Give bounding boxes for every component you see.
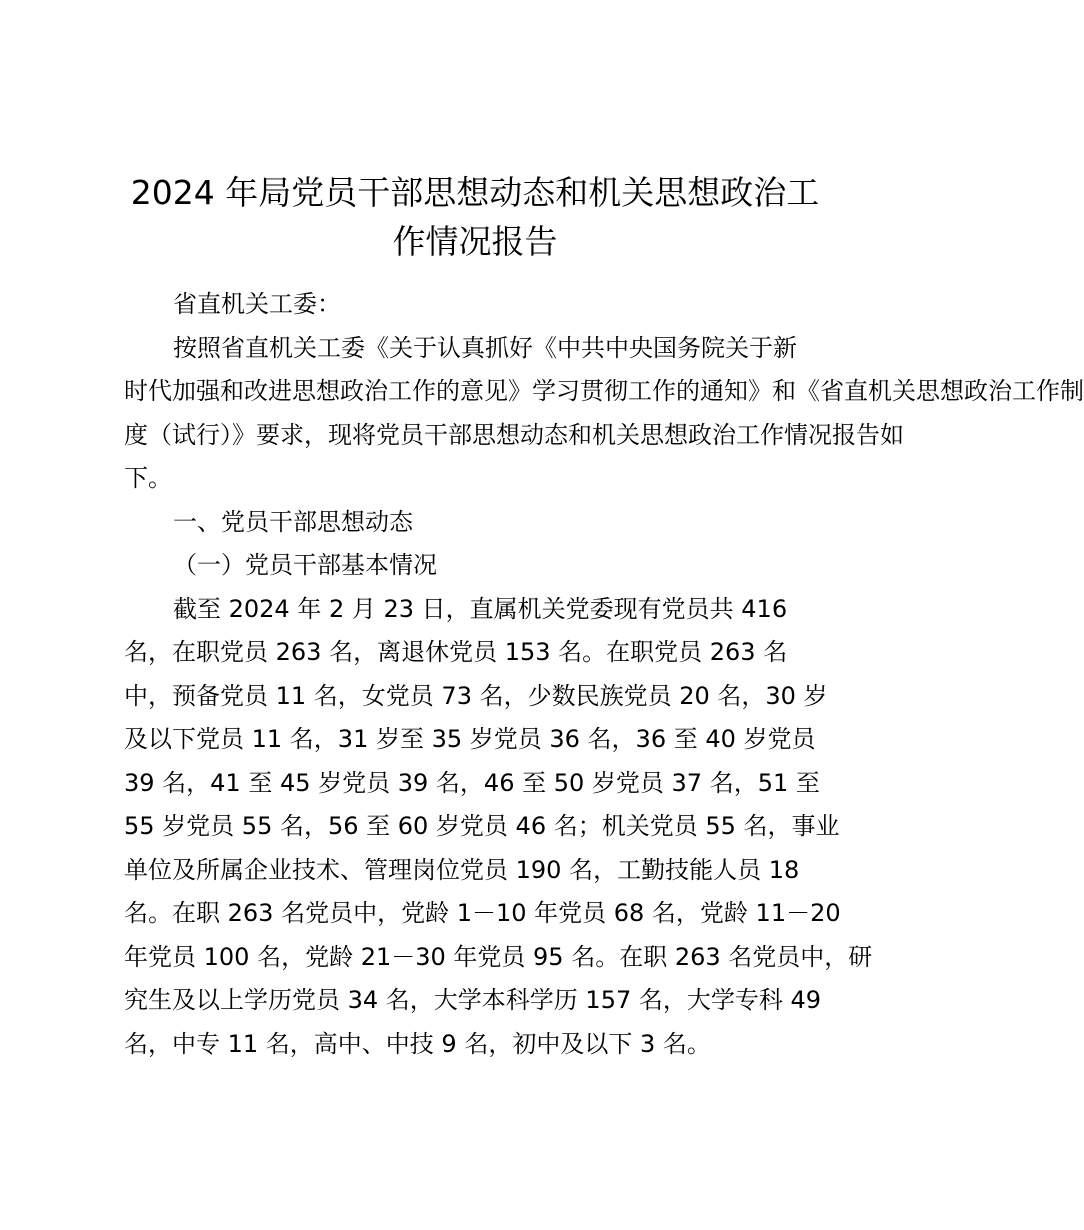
body-line-10: 究生及以上学历党员 34 名，大学本科学历 157 名，大学专科 49 (124, 986, 822, 1014)
body-line-9: 年党员 100 名，党龄 21－30 年党员 95 名。在职 263 名党员中，研 (124, 943, 873, 971)
document-title-line-1: 2024 年局党员干部思想动态和机关思想政治工 (130, 173, 820, 212)
body-line-4: 及以下党员 11 名，31 岁至 35 岁党员 36 名，36 至 40 岁党员 (124, 725, 816, 753)
body-line-3: 中，预备党员 11 名，女党员 73 名，少数民族党员 20 名，30 岁 (124, 682, 828, 710)
intro-line-1: 按照省直机关工委《关于认真抓好《中共中央国务院关于新 (173, 334, 797, 362)
body-line-11: 名，中专 11 名，高中、中技 9 名，初中及以下 3 名。 (124, 1030, 711, 1058)
intro-line-4: 下。 (124, 464, 172, 492)
section-heading-2: （一）党员干部基本情况 (173, 551, 437, 579)
intro-line-2: 时代加强和改进思想政治工作的意见》学习贯彻工作的通知》和《省直机关思想政治工作制 (124, 377, 1084, 405)
body-line-6: 55 岁党员 55 名，56 至 60 岁党员 46 名；机关党员 55 名，事业 (124, 812, 840, 840)
document-title-line-2: 作情况报告 (392, 222, 558, 261)
body-line-7: 单位及所属企业技术、管理岗位党员 190 名，工勤技能人员 18 (124, 856, 800, 884)
intro-line-3: 度（试行）》要求，现将党员干部思想动态和机关思想政治工作情况报告如 (124, 421, 904, 449)
body-line-8: 名。在职 263 名党员中，党龄 1－10 年党员 68 名，党龄 11－20 (124, 899, 841, 927)
salutation: 省直机关工委： (173, 290, 341, 318)
body-line-1: 截至 2024 年 2 月 23 日，直属机关党委现有党员共 416 (173, 595, 788, 623)
body-line-2: 名，在职党员 263 名，离退休党员 153 名。在职党员 263 名 (124, 638, 788, 666)
body-line-5: 39 名，41 至 45 岁党员 39 名，46 至 50 岁党员 37 名，51 至 (124, 769, 820, 797)
section-heading-1: 一、党员干部思想动态 (173, 508, 413, 536)
